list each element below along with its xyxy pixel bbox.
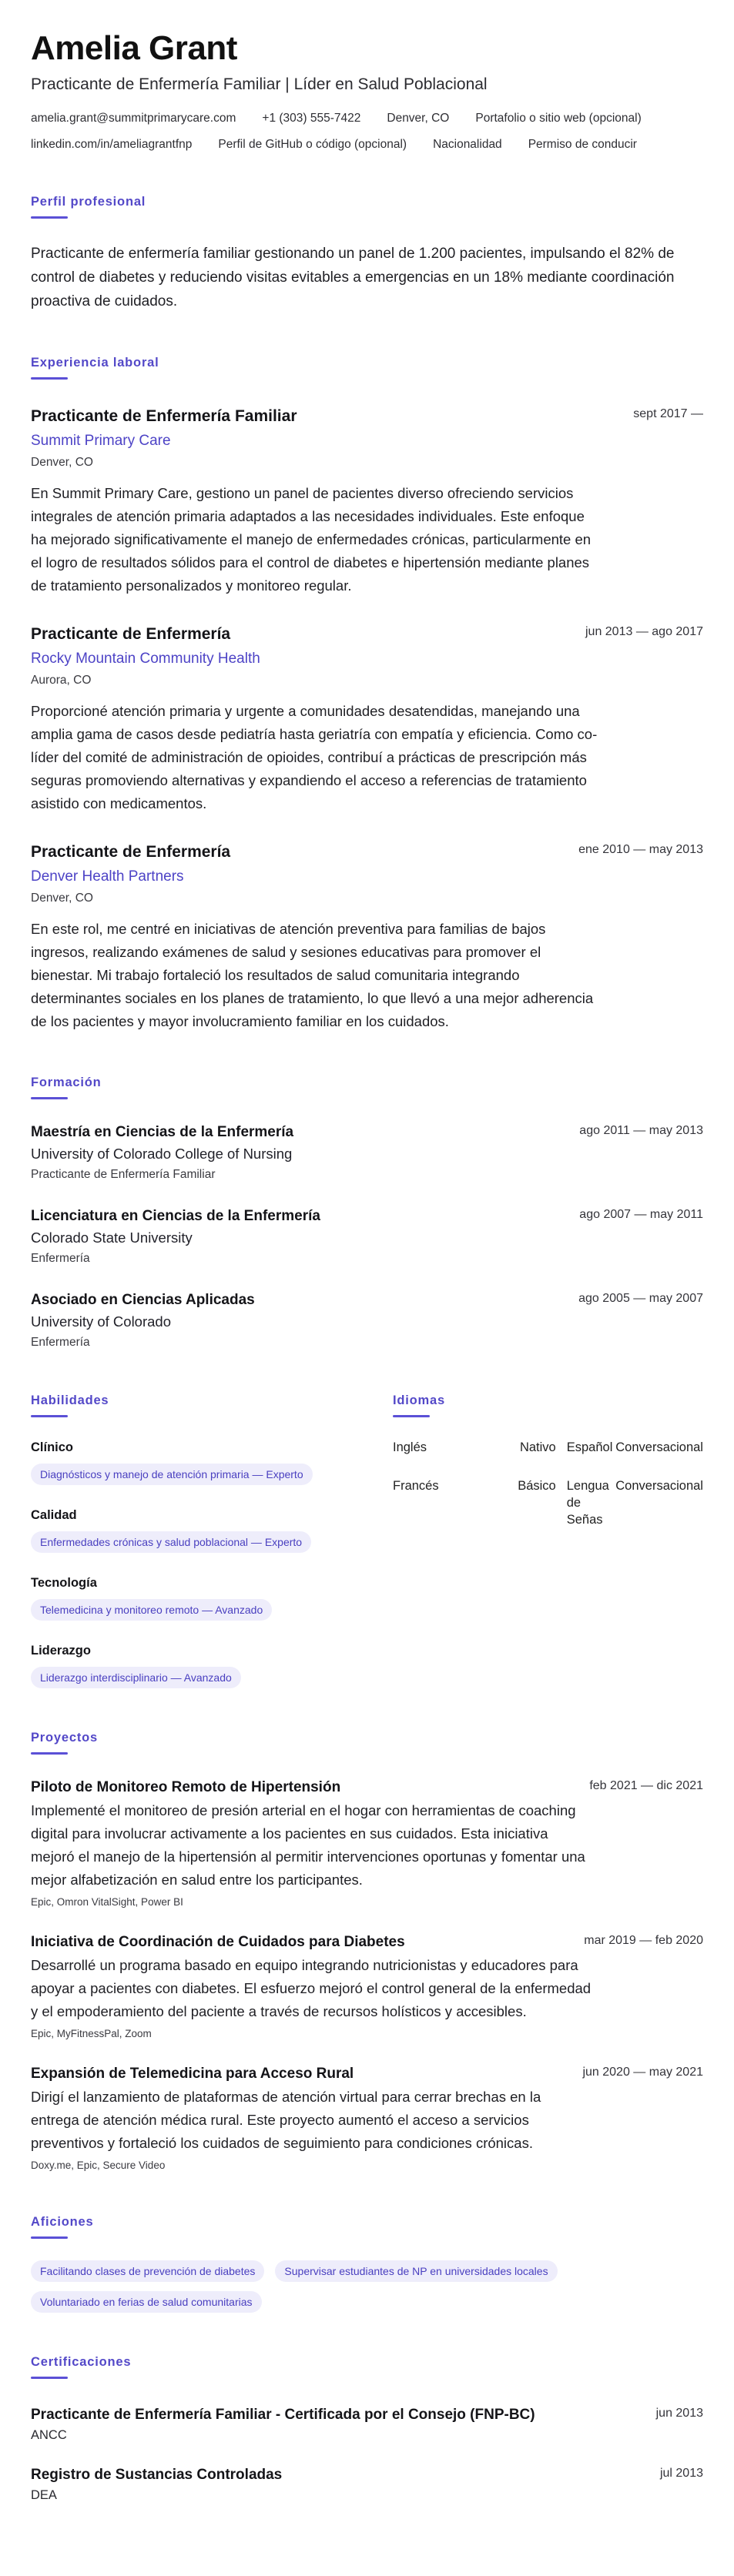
job-company: Summit Primary Care (31, 433, 171, 449)
job-company: Denver Health Partners (31, 868, 184, 885)
certification-issuer: DEA (31, 2488, 57, 2502)
education-school: University of Colorado (31, 1313, 171, 1330)
section-divider (31, 377, 68, 380)
job-date: ene 2010 — may 2013 (578, 843, 703, 856)
skill-chip: Telemedicina y monitoreo remoto — Avanzado (31, 1599, 272, 1621)
candidate-name: Amelia Grant (31, 29, 237, 67)
skills-section (31, 1393, 393, 1688)
education-date: ago 2011 — may 2013 (579, 1124, 703, 1137)
section-title: Experiencia laboral (31, 356, 159, 370)
contact-nationality: Nacionalidad (433, 138, 502, 151)
certification-entry (31, 2405, 703, 2444)
education-degree: Maestría en Ciencias de la Enfermería (31, 1124, 294, 1140)
job-location: Denver, CO (31, 892, 93, 905)
education-entry (31, 1206, 703, 1267)
contact-github[interactable]: Perfil de GitHub o código (opcional) (218, 138, 407, 151)
skill-group-name: Clínico (31, 1440, 74, 1454)
skill-group (31, 1642, 393, 1688)
contact-location: Denver, CO (387, 112, 450, 125)
hobby-chip: Facilitando clases de prevención de diabetes (31, 2260, 264, 2282)
job-company: Rocky Mountain Community Health (31, 651, 260, 667)
skill-group-name: Calidad (31, 1508, 77, 1522)
job-entry (31, 841, 703, 1033)
skill-group-name: Tecnología (31, 1576, 97, 1590)
hobby-list (31, 2256, 693, 2313)
certification-entry (31, 2465, 703, 2504)
section-divider (31, 2236, 68, 2239)
project-date: feb 2021 — dic 2021 (589, 1779, 703, 1792)
section-title: Proyectos (31, 1731, 98, 1745)
project-description: Desarrollé un programa basado en equipo integrando nutricionistas y educadores para apoyar a pacientes con diabetes. El esfuerzo mejoró el control general de la enfermedad y el empoderamiento del paciente a través de recursos holísticos y accesibles. (31, 1957, 592, 2019)
section-title: Idiomas (393, 1393, 445, 1407)
project-tech: Epic, Omron VitalSight, Power BI (31, 1896, 183, 1908)
job-entry (31, 406, 703, 597)
language-level: Conversacional (615, 1440, 703, 1454)
job-description: En Summit Primary Care, gestiono un panel de pacientes diverso ofreciendo servicios integrales de atención primaria adaptados a las necesidades individuales. Este enfoque ha mejorado significativamente el manejo de enfermedades crónicas, particularmente en el logro de resultados sólidos para el control de diabetes e hipertensión mediante planes de tratamiento personalizados y monitoreo regular. (31, 485, 592, 594)
project-entry (31, 2064, 703, 2173)
project-name: Iniciativa de Coordinación de Cuidados para Diabetes (31, 1934, 405, 1950)
education-section (31, 1075, 703, 1351)
section-title: Habilidades (31, 1393, 109, 1407)
languages-section (393, 1393, 703, 1688)
skill-group (31, 1507, 393, 1553)
education-date: ago 2007 — may 2011 (579, 1208, 703, 1221)
education-school: Colorado State University (31, 1229, 193, 1246)
project-entry (31, 1932, 703, 2041)
education-area: Enfermería (31, 1252, 90, 1265)
hobby-chip: Voluntariado en ferias de salud comunitarias (31, 2291, 262, 2313)
experience-section (31, 355, 703, 1033)
project-tech: Doxy.me, Epic, Secure Video (31, 2159, 166, 2171)
education-entry (31, 1290, 703, 1351)
language-name: Lengua de Señas (566, 1479, 609, 1527)
job-description: Proporcioné atención primaria y urgente a comunidades desatendidas, manejando una amplia gama de casos desde pediatría hasta geriatría con empatía y eficiencia. Como co-líder del comité de administración de opioides, contribuí a prácticas de prescripción más seguras promoviendo alternativas y expandiendo el acceso a referencias de tratamiento asistido con medicamentos. (31, 703, 598, 811)
job-location: Denver, CO (31, 456, 93, 469)
certification-name: Registro de Sustancias Controladas (31, 2467, 283, 2483)
projects-section (31, 1730, 703, 2173)
job-location: Aurora, CO (31, 674, 92, 687)
skill-group (31, 1439, 393, 1485)
job-date: jun 2013 — ago 2017 (585, 625, 703, 638)
skills-languages-row (31, 1393, 703, 1688)
project-date: mar 2019 — feb 2020 (584, 1934, 703, 1947)
job-description: En este rol, me centré en iniciativas de atención preventiva para familias de bajos ingresos, realizando exámenes de salud y sesiones educativas para promover el bienestar. Mi trabajo fortaleció los resultados de salud comunitaria integrando determinantes sociales en los planes de tratamiento, lo que llevó a una mejor adherencia de los pacientes y mayor involucramiento familiar en los cuidados. (31, 921, 594, 1029)
language-name: Español (566, 1440, 613, 1454)
education-degree: Licenciatura en Ciencias de la Enfermería (31, 1208, 320, 1224)
project-date: jun 2020 — may 2021 (582, 2066, 703, 2079)
section-divider (31, 1097, 68, 1099)
certification-name: Practicante de Enfermería Familiar - Certificada por el Consejo (FNP-BC) (31, 2407, 535, 2423)
contact-info (31, 111, 685, 152)
certifications-section (31, 2354, 703, 2504)
language-level: Nativo (519, 1440, 556, 1454)
language-name: Inglés (393, 1440, 427, 1454)
section-divider (393, 1415, 430, 1417)
section-title: Perfil profesional (31, 195, 146, 209)
skill-chip: Liderazgo interdisciplinario — Avanzado (31, 1667, 241, 1688)
job-date: sept 2017 — (633, 407, 703, 420)
job-role: Practicante de Enfermería Familiar (31, 407, 297, 425)
certification-date: jun 2013 (655, 2407, 703, 2420)
section-title: Certificaciones (31, 2355, 132, 2369)
project-tech: Epic, MyFitnessPal, Zoom (31, 2028, 152, 2039)
section-divider (31, 1752, 68, 1755)
language-name: Francés (393, 1479, 439, 1493)
job-role: Practicante de Enfermería (31, 625, 231, 643)
section-divider (31, 2377, 68, 2379)
section-title: Aficiones (31, 2215, 94, 2229)
language-level: Básico (518, 1479, 556, 1493)
candidate-headline: Practicante de Enfermería Familiar | Líder en Salud Poblacional (31, 75, 488, 93)
resume-header (31, 28, 703, 152)
education-degree: Asociado en Ciencias Aplicadas (31, 1292, 255, 1308)
project-description: Dirigí el lanzamiento de plataformas de atención virtual para cerrar brechas en la entrega de atención médica rural. Este proyecto aumentó el acceso a servicios preventivos y fortaleció los cuidados de seguimiento para condiciones crónicas. (31, 2089, 541, 2151)
project-name: Piloto de Monitoreo Remoto de Hipertensión (31, 1779, 341, 1795)
contact-email[interactable]: amelia.grant@summitprimarycare.com (31, 112, 236, 125)
education-date: ago 2005 — may 2007 (578, 1292, 703, 1305)
language-level: Conversacional (615, 1479, 703, 1493)
project-description: Implementé el monitoreo de presión arterial en el hogar con herramientas de coaching digital para involucrar activamente a los pacientes en sus cuidados. Esta iniciativa mejoró el manejo de la hipertensión al permitir intervenciones oportunas y fomentar una mejor alfabetización en salud entre los participantes. (31, 1802, 585, 1888)
skill-group-name: Liderazgo (31, 1644, 91, 1658)
certification-issuer: ANCC (31, 2428, 67, 2442)
language-row (393, 1439, 703, 1456)
education-area: Enfermería (31, 1336, 90, 1349)
project-name: Expansión de Telemedicina para Acceso Rural (31, 2066, 354, 2082)
contact-portfolio[interactable]: Portafolio o sitio web (opcional) (475, 112, 642, 125)
skill-chip: Enfermedades crónicas y salud poblacional — Experto (31, 1531, 311, 1553)
skill-group (31, 1574, 393, 1621)
education-school: University of Colorado College of Nursing (31, 1146, 293, 1162)
contact-linkedin[interactable]: linkedin.com/in/ameliagrantfnp (31, 138, 193, 151)
language-row (393, 1477, 703, 1528)
section-title: Formación (31, 1076, 102, 1089)
profile-section (31, 194, 703, 313)
hobbies-section (31, 2214, 703, 2313)
section-divider (31, 1415, 68, 1417)
contact-phone[interactable]: +1 (303) 555-7422 (262, 112, 361, 125)
education-area: Practicante de Enfermería Familiar (31, 1168, 216, 1181)
hobby-chip: Supervisar estudiantes de NP en universidades locales (275, 2260, 557, 2282)
project-entry (31, 1778, 703, 1909)
job-entry (31, 624, 703, 815)
skill-chip: Diagnósticos y manejo de atención primaria — Experto (31, 1464, 313, 1485)
education-entry (31, 1122, 703, 1183)
certification-date: jul 2013 (659, 2467, 703, 2480)
profile-summary: Practicante de enfermería familiar gestionando un panel de 1.200 pacientes, impulsando el 82% de control de diabetes y reduciendo visitas evitables a emergencias en un 18% mediante coordinación proactiva de cuidados. (31, 246, 675, 309)
section-divider (31, 216, 68, 219)
job-role: Practicante de Enfermería (31, 843, 231, 861)
contact-driving-license: Permiso de conducir (528, 138, 637, 151)
